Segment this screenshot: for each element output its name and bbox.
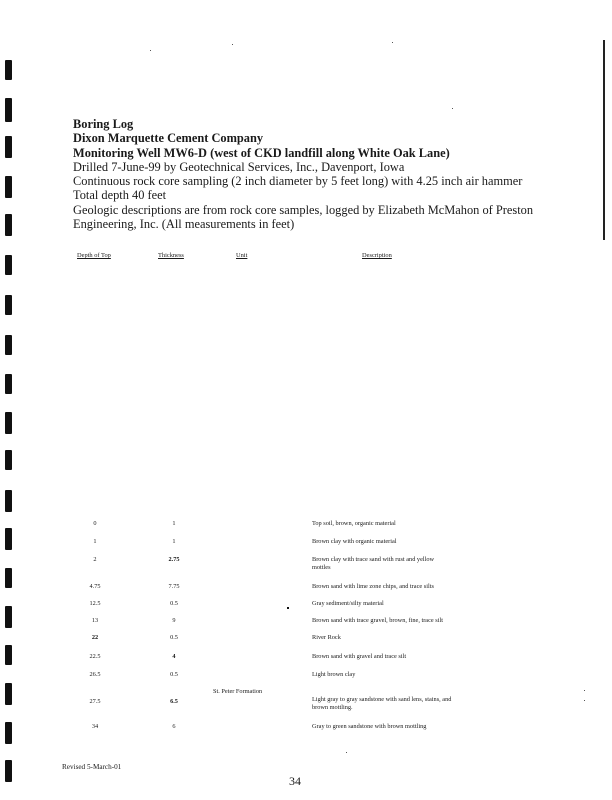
drill-info: Drilled 7-June-99 by Geotechnical Services, Inc., Davenport, Iowa <box>73 159 405 174</box>
col-header-unit: Unit <box>236 252 248 259</box>
scan-speck <box>584 690 585 691</box>
binding-mark <box>5 412 12 434</box>
thickness-cell: 1 <box>172 538 176 545</box>
scan-speck <box>232 44 233 45</box>
binding-mark <box>5 645 12 665</box>
sampling-info: Continuous rock core sampling (2 inch diameter by 5 feet long) with 4.25 inch air hammer <box>73 174 523 189</box>
scan-speck <box>150 50 151 51</box>
depth-cell: 1 <box>93 538 97 545</box>
description-cell: Brown clay with trace sand with rust and yellow mottles <box>312 556 435 571</box>
description-cell: Gray sediment/silty material <box>312 600 384 607</box>
total-depth: Total depth 40 feet <box>73 188 167 203</box>
description-cell: Brown clay with organic material <box>312 538 397 545</box>
depth-cell: 13 <box>91 617 99 624</box>
scan-speck <box>584 700 585 701</box>
binding-mark <box>5 60 12 80</box>
depth-cell: 12.5 <box>89 600 101 607</box>
thickness-cell: 0.5 <box>170 634 178 641</box>
binding-mark <box>5 683 12 705</box>
binding-mark <box>5 335 12 355</box>
col-header-description: Description <box>362 252 392 259</box>
binding-mark <box>5 214 12 236</box>
scan-speck <box>392 42 393 43</box>
description-cell: Top soil, brown, organic material <box>312 520 396 527</box>
depth-cell: 2 <box>93 556 97 563</box>
scan-speck <box>452 108 453 109</box>
thickness-cell: 0.5 <box>170 671 178 678</box>
depth-cell: 4.75 <box>89 583 101 590</box>
thickness-cell: 0.5 <box>170 600 178 607</box>
col-header-thickness: Thickness <box>158 252 184 259</box>
depth-cell: 22.5 <box>89 653 101 660</box>
scan-edge-line <box>603 40 605 240</box>
logging-info: Geologic descriptions are from rock core samples, logged by Elizabeth McMahon of Preston Engineering, Inc. (All measurements in feet) <box>73 202 534 232</box>
description-cell: River Rock <box>312 634 341 641</box>
well-name: Monitoring Well MW6-D (west of CKD landfill along White Oak Lane) <box>73 145 450 160</box>
depth-cell: 27.5 <box>89 698 101 705</box>
binding-mark <box>5 760 12 782</box>
depth-cell: 0 <box>93 520 97 527</box>
binding-mark <box>5 568 12 588</box>
thickness-cell: 4 <box>172 653 176 660</box>
thickness-cell: 2.75 <box>168 556 180 563</box>
description-cell: Light gray to gray sandstone with sand lens, stains, and brown mottling. <box>312 696 452 711</box>
description-cell: Light brown clay <box>312 671 356 678</box>
page-number: 34 <box>289 774 301 788</box>
thickness-cell: 6.5 <box>170 698 178 705</box>
binding-mark <box>5 490 12 512</box>
doc-title: Boring Log <box>73 117 134 131</box>
binding-mark <box>5 450 12 470</box>
description-cell: Brown sand with gravel and trace silt <box>312 653 407 660</box>
depth-cell: 22 <box>91 634 99 641</box>
revision-date: Revised 5-March-01 <box>62 763 122 771</box>
binding-mark <box>5 528 12 550</box>
depth-cell: 34 <box>91 723 99 730</box>
scan-speck <box>346 752 347 753</box>
binding-mark <box>5 606 12 628</box>
description-cell: Brown sand with trace gravel, brown, fine, trace silt <box>312 617 443 624</box>
depth-cell: 26.5 <box>89 671 101 678</box>
scan-speck <box>287 607 289 609</box>
binding-mark <box>5 295 12 315</box>
thickness-cell: 1 <box>172 520 176 527</box>
description-cell: Brown sand with lime zone chips, and trace silts <box>312 583 434 590</box>
description-cell: Gray to green sandstone with brown mottling <box>312 723 427 730</box>
thickness-cell: 7.75 <box>168 583 180 590</box>
thickness-cell: 9 <box>172 617 176 624</box>
binding-mark <box>5 176 12 198</box>
binding-mark <box>5 98 12 122</box>
boring-log-header <box>73 117 543 231</box>
binding-mark <box>5 255 12 275</box>
thickness-cell: 6 <box>172 723 176 730</box>
unit-cell: St. Peter Formation <box>213 688 263 695</box>
binding-mark <box>5 136 12 158</box>
binding-mark <box>5 722 12 744</box>
col-header-depth: Depth of Top <box>77 252 111 259</box>
company-name: Dixon Marquette Cement Company <box>73 131 264 146</box>
binding-mark <box>5 374 12 394</box>
